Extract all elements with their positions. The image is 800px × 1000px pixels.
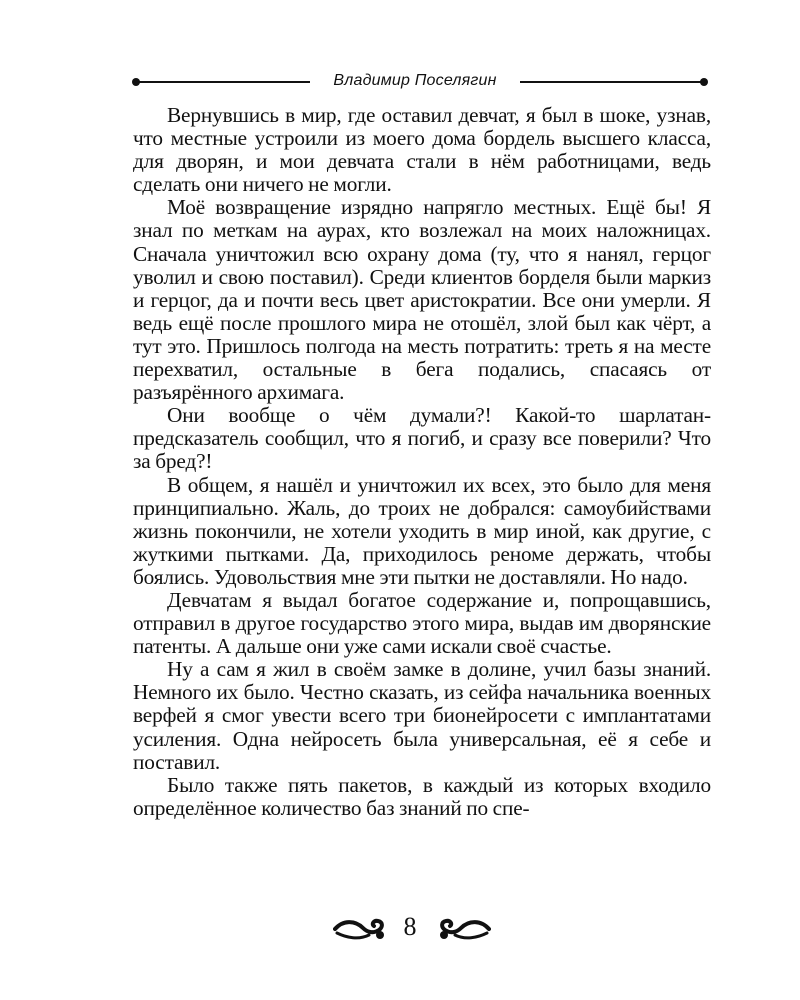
paragraph: В общем, я нашёл и уничтожил их всех, это было для меня принципиально. Жаль, до троих не добрался: самоубийствами жизнь покончили, не хотели уходить в мир иной, как другие, с жуткими пытками. Да, приходилось реноме держать, чтобы боялись. Удовольствия мне эти пытки не доставляли. Но надо. [133,472,711,589]
paragraph: Было также пять пакетов, в каждый из которых входило определённое количество баз знаний по спе- [133,772,711,820]
running-title: Владимир Поселягин [333,72,497,89]
page-footer [0,910,800,950]
paragraph: Вернувшись в мир, где оставил девчат, я был в шоке, узнав, что местные устроили из моего дома бордель высшего класса, для дворян, и мои девчата стали в нём работницами, ведь сделать они ничего не могли. [133,103,711,197]
paragraph: Они вообще о чём думали?! Какой-то шарлатан-предсказатель сообщил, что я погиб, и сразу все поверили? Что за бред?! [133,403,711,474]
page-body [133,104,711,820]
paragraph: Моё возвращение изрядно напрягло местных. Ещё бы! Я знал по меткам на аурах, кто возлежал на моих наложницах. Сначала уничтожил всю охрану дома (ту, что я нанял, герцог уволил и свою поставил). Среди клиентов борделя были маркиз и герцог, да и почти весь цвет аристократии. Все они умерли. Я ведь ещё после прошлого мира не отошёл, злой был как чёрт, а тут это. Пришлось полгода на месть потратить: треть я на месте перехватил, остальные в бега подались, спасаясь от разъярённого архимага. [133,195,711,405]
swirl-ornament-right-icon [437,916,491,942]
swirl-ornament-left-icon [333,916,387,942]
running-header [130,70,710,90]
paragraph: Девчатам я выдал богатое содержание и, попрощавшись, отправил в другое государство этого мира, выдав им дворянские патенты. А дальше они уже сами искали своё счастье. [133,587,711,659]
page-number: 8 [403,912,417,941]
header-dot-right-icon [700,78,708,86]
header-rule-left [138,81,310,83]
header-rule-right [520,81,702,83]
paragraph: Ну а сам я жил в своём замке в долине, учил базы знаний. Немного их было. Честно сказать, из сейфа начальника военных верфей я смог увести всего три бионейросети с имплантатами усиления. Одна нейросеть была универсальная, её я себе и поставил. [133,657,711,774]
